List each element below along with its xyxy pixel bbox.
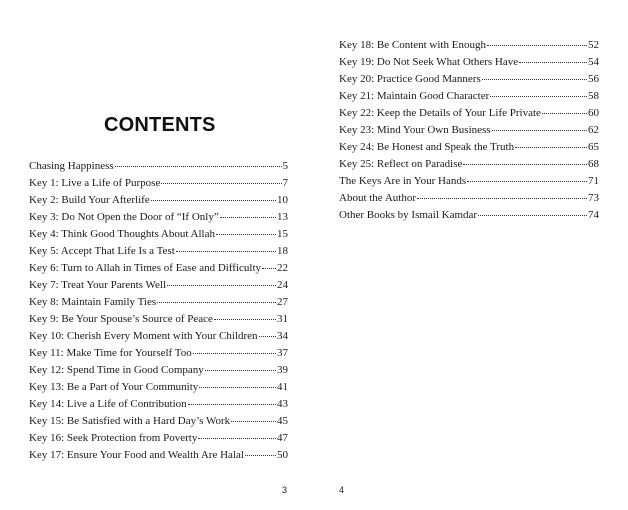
- toc-entry-page: 24: [277, 279, 288, 291]
- toc-entry-title: About the Author: [339, 192, 416, 204]
- toc-entry-title: Key 22: Keep the Details of Your Life Private: [339, 107, 541, 119]
- toc-entry[interactable]: [339, 139, 599, 156]
- toc-entry[interactable]: [29, 192, 288, 209]
- toc-entry-title: Key 12: Spend Time in Good Company: [29, 364, 204, 376]
- toc-entry[interactable]: [339, 105, 599, 122]
- toc-list-left: [29, 158, 288, 464]
- toc-entry-page: 39: [277, 364, 288, 376]
- toc-entry[interactable]: [29, 430, 288, 447]
- toc-entry-page: 56: [588, 73, 599, 85]
- toc-entry-title: Key 21: Maintain Good Character: [339, 90, 490, 102]
- contents-heading: CONTENTS: [104, 114, 216, 136]
- toc-entry[interactable]: [29, 175, 288, 192]
- toc-entry-page: 60: [588, 107, 599, 119]
- toc-entry[interactable]: [29, 379, 288, 396]
- toc-entry[interactable]: [29, 328, 288, 345]
- toc-entry-page: 50: [277, 449, 288, 461]
- toc-entry[interactable]: [339, 88, 599, 105]
- toc-entry-page: 22: [277, 262, 288, 274]
- dot-leader: [262, 268, 276, 269]
- toc-entry-title: Key 4: Think Good Thoughts About Allah: [29, 228, 215, 240]
- toc-entry[interactable]: [29, 209, 288, 226]
- toc-entry-page: 43: [277, 398, 288, 410]
- toc-entry-title: Key 9: Be Your Spouse’s Source of Peace: [29, 313, 213, 325]
- toc-entry-page: 71: [588, 175, 599, 187]
- toc-entry-page: 13: [277, 211, 288, 223]
- toc-entry-page: 58: [588, 90, 599, 102]
- toc-entry-title: Key 20: Practice Good Manners: [339, 73, 481, 85]
- toc-entry-page: 34: [277, 330, 288, 342]
- page-number-left: 3: [282, 485, 288, 495]
- toc-entry[interactable]: [339, 54, 599, 71]
- toc-entry[interactable]: [29, 396, 288, 413]
- page-number-right: 4: [339, 485, 345, 495]
- toc-entry-title: Key 17: Ensure Your Food and Wealth Are Halal: [29, 449, 244, 461]
- toc-entry-title: Key 6: Turn to Allah in Times of Ease and Difficulty: [29, 262, 262, 274]
- toc-entry[interactable]: [29, 243, 288, 260]
- toc-entry-title: Key 23: Mind Your Own Business: [339, 124, 491, 136]
- toc-entry-title: Key 3: Do Not Open the Door of “If Only”: [29, 211, 219, 223]
- toc-entry[interactable]: [339, 173, 599, 190]
- toc-entry[interactable]: [29, 345, 288, 362]
- dot-leader: [199, 387, 276, 388]
- toc-entry-page: 7: [282, 177, 288, 189]
- toc-entry-page: 54: [588, 56, 599, 68]
- toc-entry[interactable]: [29, 447, 288, 464]
- dot-leader: [259, 336, 276, 337]
- toc-entry-page: 31: [277, 313, 288, 325]
- dot-leader: [161, 183, 281, 184]
- toc-entry-page: 65: [588, 141, 599, 153]
- dot-leader: [188, 404, 276, 405]
- toc-entry-page: 73: [588, 192, 599, 204]
- dot-leader: [519, 62, 587, 63]
- toc-list-right: [339, 37, 599, 224]
- toc-entry-page: 41: [277, 381, 288, 393]
- toc-entry-title: The Keys Are in Your Hands: [339, 175, 467, 187]
- toc-entry-title: Key 24: Be Honest and Speak the Truth: [339, 141, 515, 153]
- dot-leader: [492, 130, 587, 131]
- dot-leader: [417, 198, 587, 199]
- toc-entry[interactable]: [339, 207, 599, 224]
- dot-leader: [467, 181, 587, 182]
- toc-entry[interactable]: [29, 413, 288, 430]
- toc-entry[interactable]: [339, 71, 599, 88]
- toc-entry-title: Key 16: Seek Protection from Poverty: [29, 432, 198, 444]
- toc-entry-title: Key 1: Live a Life of Purpose: [29, 177, 161, 189]
- dot-leader: [515, 147, 587, 148]
- dot-leader: [245, 455, 276, 456]
- dot-leader: [490, 96, 587, 97]
- toc-entry-page: 62: [588, 124, 599, 136]
- dot-leader: [463, 164, 587, 165]
- dot-leader: [176, 251, 276, 252]
- toc-entry[interactable]: [339, 122, 599, 139]
- toc-entry-page: 74: [588, 209, 599, 221]
- toc-entry-title: Chasing Happiness: [29, 160, 114, 172]
- dot-leader: [482, 79, 587, 80]
- toc-entry-page: 45: [277, 415, 288, 427]
- toc-entry-title: Key 10: Cherish Every Moment with Your Children: [29, 330, 258, 342]
- toc-entry-page: 10: [277, 194, 288, 206]
- toc-entry-title: Key 7: Treat Your Parents Well: [29, 279, 167, 291]
- dot-leader: [167, 285, 276, 286]
- toc-entry[interactable]: [339, 37, 599, 54]
- toc-entry-page: 37: [277, 347, 288, 359]
- dot-leader: [487, 45, 587, 46]
- toc-entry-page: 5: [282, 160, 288, 172]
- toc-entry[interactable]: [29, 226, 288, 243]
- toc-entry-title: Key 14: Live a Life of Contribution: [29, 398, 187, 410]
- toc-entry-title: Key 15: Be Satisfied with a Hard Day’s Work: [29, 415, 231, 427]
- dot-leader: [542, 113, 587, 114]
- dot-leader: [231, 421, 276, 422]
- dot-leader: [157, 302, 276, 303]
- dot-leader: [198, 438, 276, 439]
- dot-leader: [193, 353, 276, 354]
- toc-entry-page: 68: [588, 158, 599, 170]
- dot-leader: [214, 319, 276, 320]
- dot-leader: [151, 200, 276, 201]
- toc-entry-page: 47: [277, 432, 288, 444]
- dot-leader: [205, 370, 276, 371]
- toc-entry[interactable]: [339, 156, 599, 173]
- toc-entry-title: Key 11: Make Time for Yourself Too: [29, 347, 192, 359]
- toc-entry[interactable]: [29, 277, 288, 294]
- toc-entry-page: 52: [588, 39, 599, 51]
- dot-leader: [478, 215, 587, 216]
- toc-entry[interactable]: [29, 260, 288, 277]
- dot-leader: [115, 166, 282, 167]
- toc-entry-page: 18: [277, 245, 288, 257]
- toc-entry-title: Key 13: Be a Part of Your Community: [29, 381, 199, 393]
- toc-entry-title: Key 8: Maintain Family Ties: [29, 296, 157, 308]
- toc-entry-page: 15: [277, 228, 288, 240]
- toc-entry-title: Key 19: Do Not Seek What Others Have: [339, 56, 519, 68]
- toc-entry[interactable]: [29, 158, 288, 175]
- toc-entry[interactable]: [29, 362, 288, 379]
- toc-entry-title: Other Books by Ismail Kamdar: [339, 209, 478, 221]
- dot-leader: [220, 217, 276, 218]
- toc-entry-title: Key 25: Reflect on Paradise: [339, 158, 463, 170]
- toc-entry-title: Key 18: Be Content with Enough: [339, 39, 486, 51]
- toc-entry-page: 27: [277, 296, 288, 308]
- toc-entry-title: Key 5: Accept That Life Is a Test: [29, 245, 175, 257]
- toc-entry-title: Key 2: Build Your Afterlife: [29, 194, 150, 206]
- toc-entry[interactable]: [29, 294, 288, 311]
- toc-entry[interactable]: [339, 190, 599, 207]
- toc-entry[interactable]: [29, 311, 288, 328]
- dot-leader: [216, 234, 276, 235]
